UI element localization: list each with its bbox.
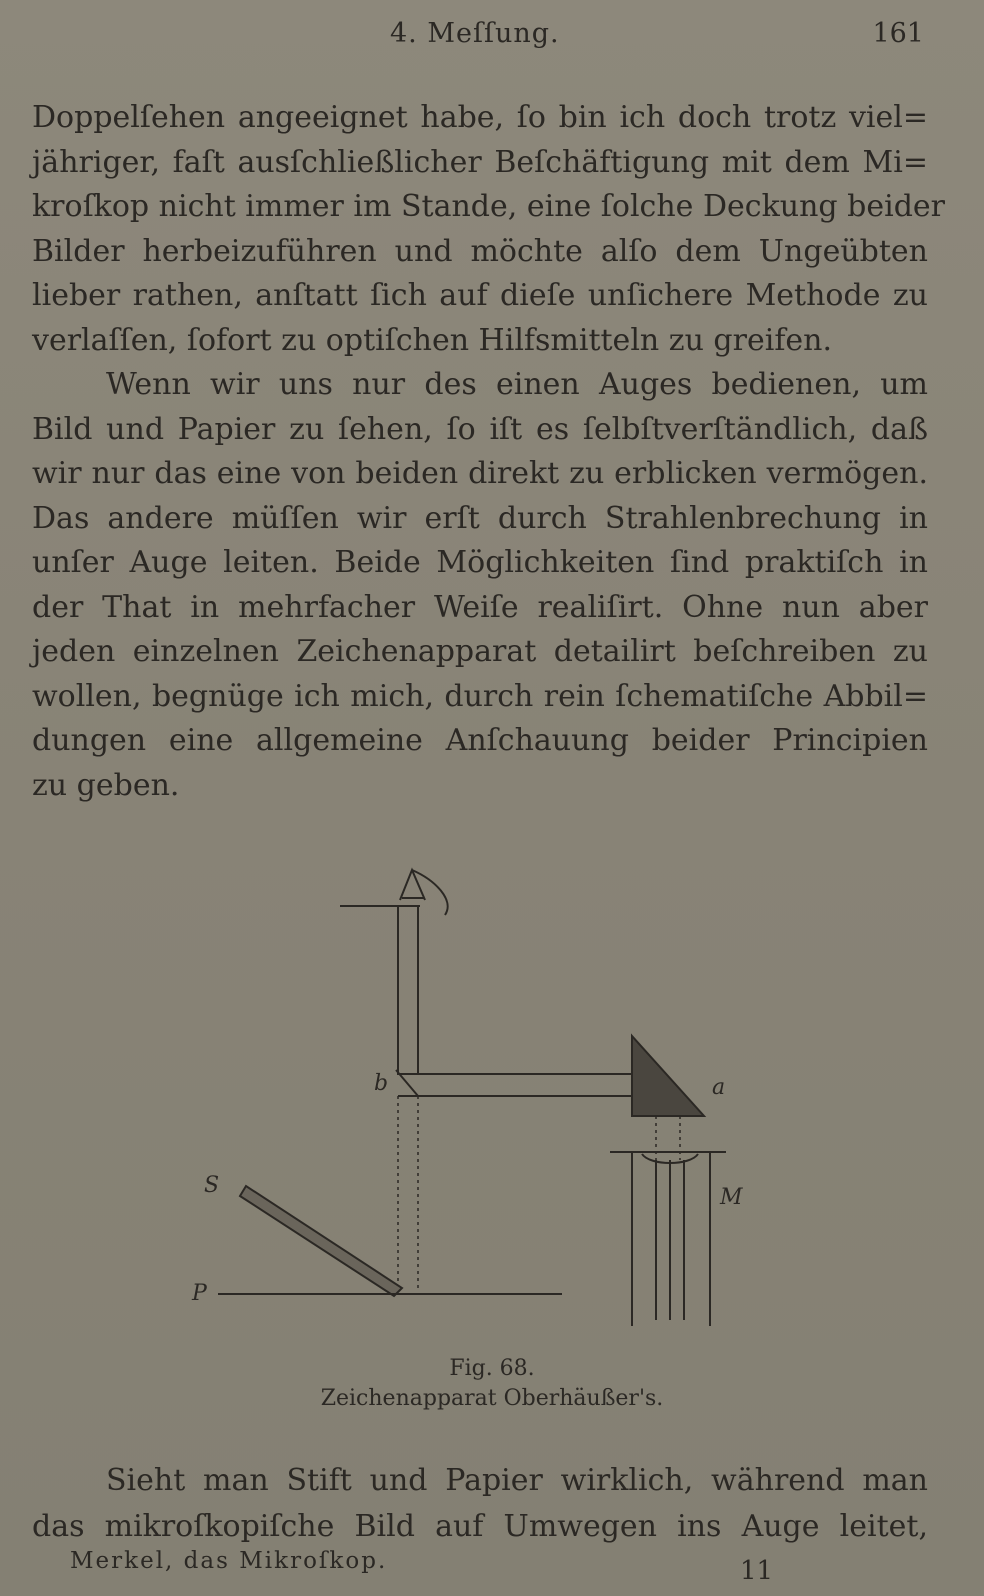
text-line: Wenn wir uns nur des einen Auges bedienen, um bbox=[106, 367, 928, 402]
page-number: 161 bbox=[872, 18, 924, 49]
text-line: lieber rathen, anſtatt ſich auf dieſe unſichere Methode zu bbox=[32, 278, 928, 313]
mirror-b bbox=[396, 1070, 634, 1096]
text-line: Sieht man Stift und Papier wirklich, während man bbox=[106, 1463, 928, 1498]
text-line: verlaſſen, ſofort zu optiſchen Hilfsmitteln zu greifen. bbox=[32, 322, 833, 358]
text-line: das mikroſkopiſche Bild auf Umwegen ins Auge leitet, bbox=[32, 1509, 928, 1544]
text-line: wollen, begnüge ich mich, durch rein ſchematiſche Abbil= bbox=[32, 678, 928, 714]
paragraph-1 bbox=[32, 96, 945, 363]
header-title: 4. Meſſung. bbox=[390, 18, 560, 49]
text-line: Bild und Papier zu ſehen, ſo iſt es ſelbſtverſtändlich, daß bbox=[32, 411, 928, 447]
label-s: S bbox=[204, 1173, 220, 1198]
continuation-text bbox=[32, 1458, 928, 1550]
text-line: wir nur das eine von beiden direkt zu erblicken vermögen. bbox=[32, 456, 928, 491]
label-m: M bbox=[720, 1185, 743, 1210]
sheet-number: 11 bbox=[740, 1556, 774, 1586]
text-line: Das andere müſſen wir erſt durch Strahlenbrechung in bbox=[32, 500, 928, 536]
text-line: der That in mehrfacher Weiſe realiſirt. Ohne nun aber bbox=[32, 589, 928, 625]
label-a: a bbox=[712, 1075, 726, 1100]
text-line: dungen eine allgemeine Anſchauung beider Principien bbox=[32, 723, 928, 758]
text-line: Bilder herbeizuführen und möchte alſo dem Ungeübten bbox=[32, 233, 928, 269]
text-line: kroſkop nicht immer im Stande, eine ſolche Deckung beider bbox=[32, 189, 945, 224]
pencil-s bbox=[240, 1186, 402, 1296]
label-p: P bbox=[192, 1281, 207, 1306]
paragraph-2 bbox=[32, 363, 928, 808]
signature-line: Merkel, das Mikroſkop. bbox=[70, 1548, 388, 1574]
eye-icon bbox=[340, 870, 448, 915]
text-line: jeden einzelnen Zeichenapparat detailirt beſchreiben zu bbox=[32, 634, 928, 669]
text-line: zu geben. bbox=[32, 767, 180, 803]
prism-a bbox=[632, 1036, 704, 1116]
running-header bbox=[0, 16, 984, 56]
text-line: Doppelſehen angeeignet habe, ſo bin ich doch trotz viel= bbox=[32, 100, 928, 135]
text-line: unſer Auge leiten. Beide Möglichkeiten ſind praktiſch in bbox=[32, 545, 928, 580]
figure-68-diagram bbox=[180, 860, 780, 1340]
body-text bbox=[32, 96, 945, 808]
label-b: b bbox=[374, 1071, 389, 1096]
microscope-m bbox=[610, 1152, 726, 1326]
figure-number: Fig. 68. bbox=[449, 1356, 535, 1381]
figure-caption: Zeichenapparat Oberhäußer's. bbox=[320, 1386, 664, 1411]
text-line: jähriger, faſt ausſchließlicher Beſchäftigung mit dem Mi= bbox=[32, 144, 928, 180]
